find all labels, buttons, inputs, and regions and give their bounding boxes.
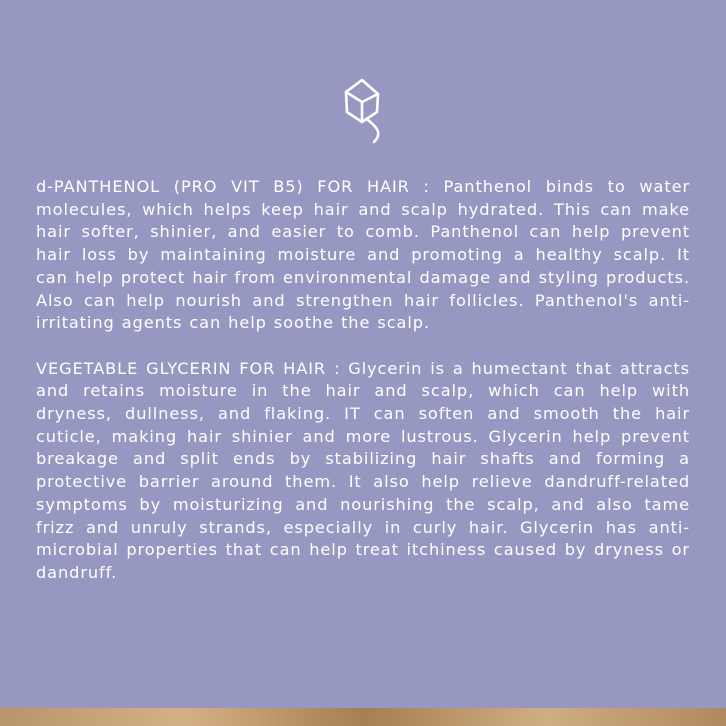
- panthenol-body: Panthenol binds to water molecules, which helps keep hair and scalp hydrated. This can make hair softer, shinier, and easier to comb. Panthenol can help prevent hair loss by maintaining moisture and promoting a healthy scalp. It can help protect hair from environmental damage and styling products. Also can help nourish and strengthen hair follicles. Panthenol's anti-irritating agents can help soothe the scalp.: [36, 177, 690, 333]
- panthenol-paragraph: [36, 176, 690, 335]
- panthenol-separator: :: [409, 177, 444, 196]
- bottom-gold-bar: [0, 708, 726, 726]
- brand-logo: [338, 76, 386, 146]
- glycerin-separator: :: [326, 358, 349, 378]
- glycerin-body: Glycerin is a humectant that attracts and retains moisture in the hair and scalp, which can help with dryness, dullness, and flaking. IT can soften and smooth the hair cuticle, making hair shinier and more lustrous. Glycerin help prevent breakage and split ends by stabilizing hair shafts and forming a protective barrier around them. It also help relieve dandruff-related symptoms by moisturizing and nourishing the scalp, and also tame frizz and unruly strands, especially in curly hair. Glycerin has anti-microbial properties that can help treat itchiness caused by dryness or dandruff.: [36, 358, 690, 582]
- glycerin-heading: VEGETABLE GLYCERIN FOR HAIR: [36, 358, 327, 378]
- panthenol-heading: d-PANTHENOL (PRO VIT B5) FOR HAIR: [36, 177, 410, 196]
- glycerin-paragraph: [36, 358, 690, 585]
- description-content: [36, 176, 690, 585]
- leaf-drop-icon: [338, 76, 386, 146]
